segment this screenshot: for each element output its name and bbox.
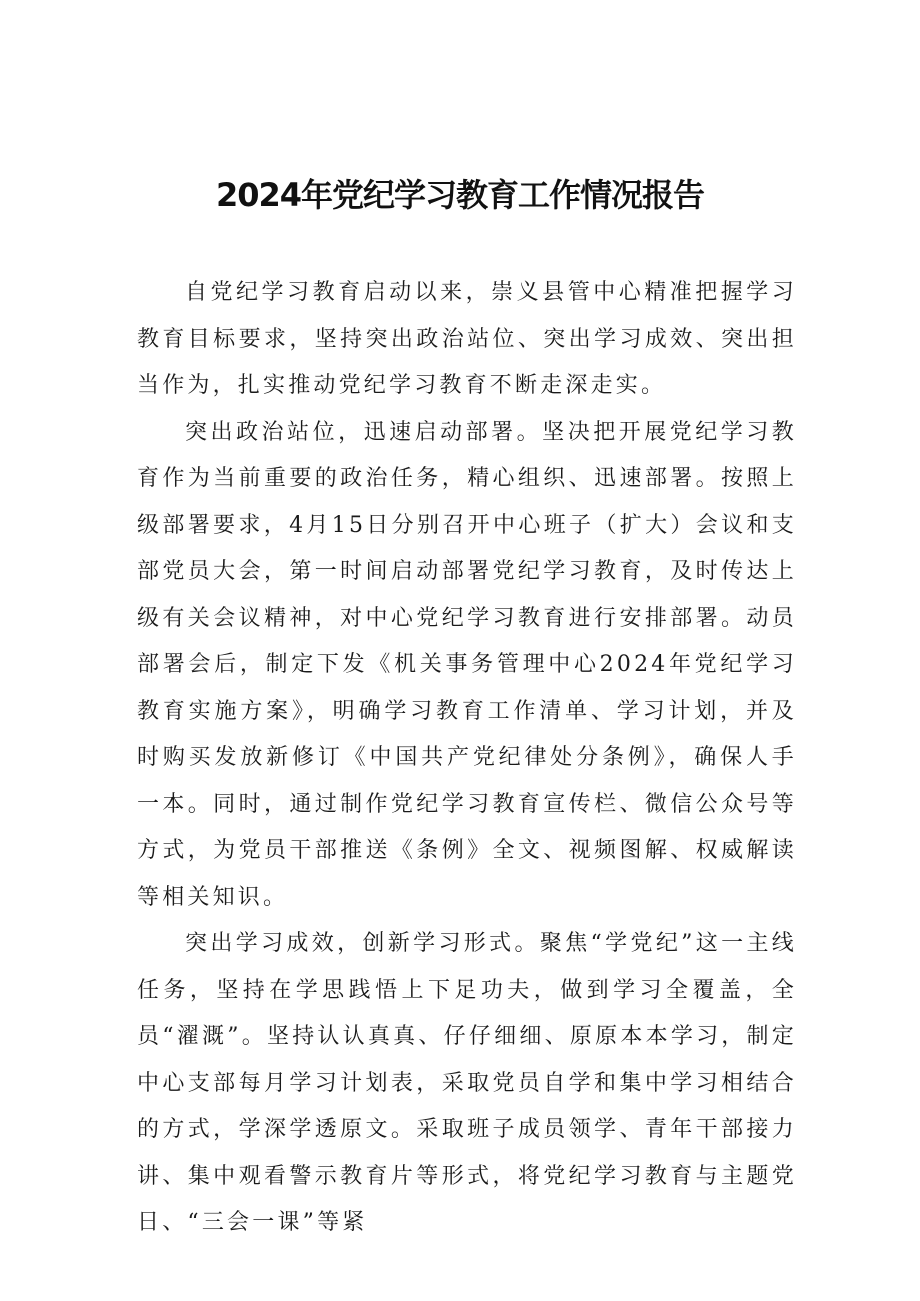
- document-body: [137, 270, 797, 1247]
- paragraph-political-stance: 突出政治站位，迅速启动部署。坚决把开展党纪学习教育作为当前重要的政治任务，精心组织、迅速部署。按照上级部署要求，4月15日分别召开中心班子（扩大）会议和支部党员大会，第一时间启动部署党纪学习教育，及时传达上级有关会议精神，对中心党纪学习教育进行安排部署。动员部署会后，制定下发《机关事务管理中心2024年党纪学习教育实施方案》，明确学习教育工作清单、学习计划，并及时购买发放新修订《中国共产党纪律处分条例》，确保人手一本。同时，通过制作党纪学习教育宣传栏、微信公众号等方式，为党员干部推送《条例》全文、视频图解、权威解读等相关知识。: [137, 419, 797, 910]
- paragraph-learning-results: 突出学习成效，创新学习形式。聚焦“学党纪”这一主线任务，坚持在学思践悟上下足功夫，做到学习全覆盖，全员“濯溉”。坚持认认真真、仔仔细细、原原本本学习，制定中心支部每月学习计划表，采取党员自学和集中学习相结合的方式，学深学透原文。采取班子成员领学、青年干部接力讲、集中观看警示教育片等形式，将党纪学习教育与主题党日、“三会一课”等紧: [137, 931, 797, 1235]
- document-title: 2024年党纪学习教育工作情况报告: [215, 176, 705, 214]
- paragraph-intro: 自党纪学习教育启动以来，崇义县管中心精准把握学习教育目标要求，坚持突出政治站位、突出学习成效、突出担当作为，扎实推动党纪学习教育不断走深走实。: [137, 280, 797, 398]
